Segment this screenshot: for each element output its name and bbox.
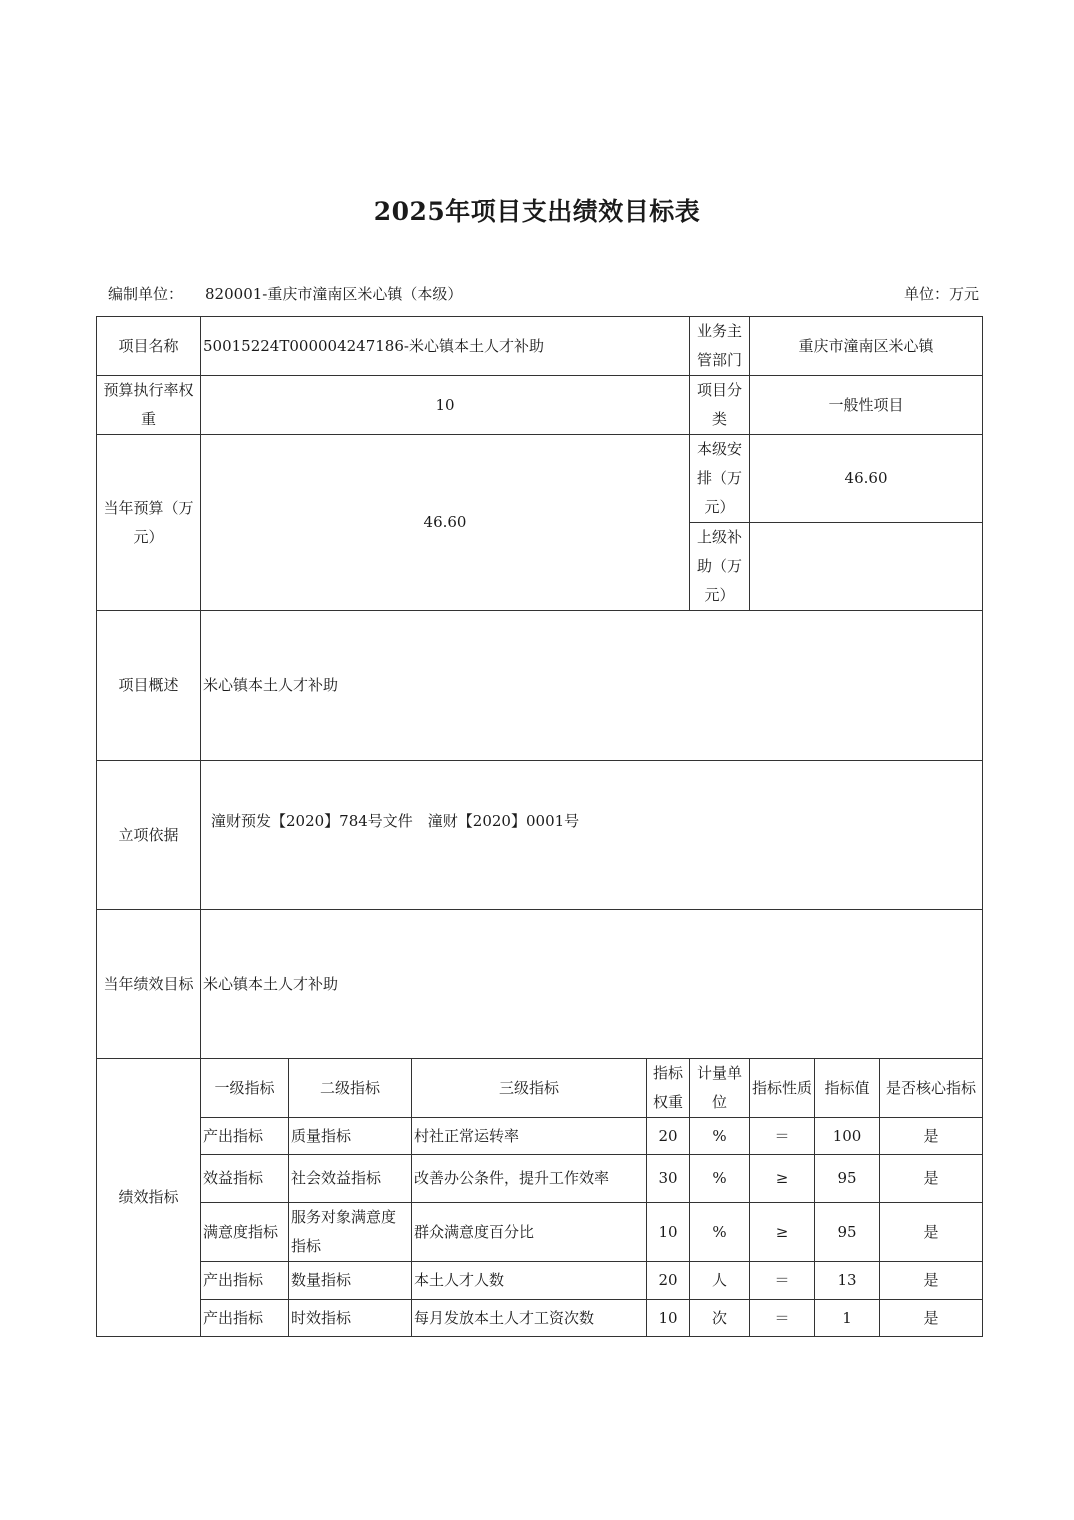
header-core: 是否核心指标 [880, 1059, 983, 1118]
cell-nature: ＝ [750, 1262, 815, 1300]
cell-unit: % [690, 1155, 750, 1203]
cell-value: 100 [815, 1118, 880, 1155]
cell-core: 是 [880, 1155, 983, 1203]
cell-level1: 产出指标 [201, 1262, 289, 1300]
basis-value: 潼财预发【2020】784号文件 潼财【2020】0001号 [201, 761, 983, 910]
cell-level1: 产出指标 [201, 1118, 289, 1155]
cell-unit: 人 [690, 1262, 750, 1300]
cell-level2: 服务对象满意度指标 [289, 1203, 412, 1262]
cell-value: 95 [815, 1155, 880, 1203]
upper-subsidy-value [750, 523, 983, 611]
header-level2: 二级指标 [289, 1059, 412, 1118]
basis-label: 立项依据 [97, 761, 201, 910]
cell-weight: 10 [647, 1203, 690, 1262]
cell-level2: 时效指标 [289, 1300, 412, 1337]
cell-weight: 20 [647, 1262, 690, 1300]
preparing-unit-value: 820001-重庆市潼南区米心镇（本级） [205, 285, 463, 303]
performance-target-table [96, 316, 983, 1337]
table-row [97, 1203, 983, 1262]
preparing-unit [108, 283, 462, 304]
project-name-value: 50015224T000004247186-米心镇本土人才补助 [201, 317, 690, 376]
annual-budget-value: 46.60 [201, 435, 690, 611]
upper-subsidy-label: 上级补助（万元） [690, 523, 750, 611]
local-allocation-value: 46.60 [750, 435, 983, 523]
page-title: 2025年项目支出绩效目标表 [373, 197, 701, 226]
cell-unit: % [690, 1203, 750, 1262]
table-row [97, 1262, 983, 1300]
overview-value: 米心镇本土人才补助 [201, 611, 983, 761]
cell-level2: 数量指标 [289, 1262, 412, 1300]
cell-level1: 产出指标 [201, 1300, 289, 1337]
header-unit: 计量单位 [690, 1059, 750, 1118]
cell-level1: 满意度指标 [201, 1203, 289, 1262]
cell-nature: ＝ [750, 1300, 815, 1337]
cell-level3: 本土人才人数 [412, 1262, 647, 1300]
cell-level1: 效益指标 [201, 1155, 289, 1203]
overview-label: 项目概述 [97, 611, 201, 761]
goal-value: 米心镇本土人才补助 [201, 910, 983, 1059]
cell-value: 13 [815, 1262, 880, 1300]
cell-weight: 20 [647, 1118, 690, 1155]
cell-core: 是 [880, 1118, 983, 1155]
cell-level2: 社会效益指标 [289, 1155, 412, 1203]
table-row [97, 1118, 983, 1155]
category-value: 一般性项目 [750, 376, 983, 435]
cell-unit: 次 [690, 1300, 750, 1337]
local-allocation-label: 本级安排（万元） [690, 435, 750, 523]
header-level3: 三级指标 [412, 1059, 647, 1118]
cell-weight: 30 [647, 1155, 690, 1203]
preparing-unit-label: 编制单位： [108, 285, 184, 303]
currency-unit: 单位：万元 [903, 285, 979, 303]
header-nature: 指标性质 [750, 1059, 815, 1118]
cell-weight: 10 [647, 1300, 690, 1337]
table-row [97, 1300, 983, 1337]
cell-nature: ≥ [750, 1203, 815, 1262]
cell-value: 95 [815, 1203, 880, 1262]
cell-level3: 改善办公条件，提升工作效率 [412, 1155, 647, 1203]
annual-budget-label: 当年预算（万元） [97, 435, 201, 611]
project-name-label: 项目名称 [97, 317, 201, 376]
header-weight: 指标权重 [647, 1059, 690, 1118]
cell-nature: ≥ [750, 1155, 815, 1203]
indicators-label: 绩效指标 [97, 1059, 201, 1337]
cell-core: 是 [880, 1203, 983, 1262]
header-value: 指标值 [815, 1059, 880, 1118]
category-label: 项目分类 [690, 376, 750, 435]
department-label: 业务主管部门 [690, 317, 750, 376]
cell-level2: 质量指标 [289, 1118, 412, 1155]
cell-value: 1 [815, 1300, 880, 1337]
execution-rate-label: 预算执行率权重 [97, 376, 201, 435]
cell-unit: % [690, 1118, 750, 1155]
cell-nature: ＝ [750, 1118, 815, 1155]
table-row [97, 1155, 983, 1203]
cell-level3: 每月发放本土人才工资次数 [412, 1300, 647, 1337]
cell-core: 是 [880, 1262, 983, 1300]
execution-rate-value: 10 [201, 376, 690, 435]
cell-core: 是 [880, 1300, 983, 1337]
cell-level3: 群众满意度百分比 [412, 1203, 647, 1262]
cell-level3: 村社正常运转率 [412, 1118, 647, 1155]
goal-label: 当年绩效目标 [97, 910, 201, 1059]
header-level1: 一级指标 [201, 1059, 289, 1118]
department-value: 重庆市潼南区米心镇 [750, 317, 983, 376]
